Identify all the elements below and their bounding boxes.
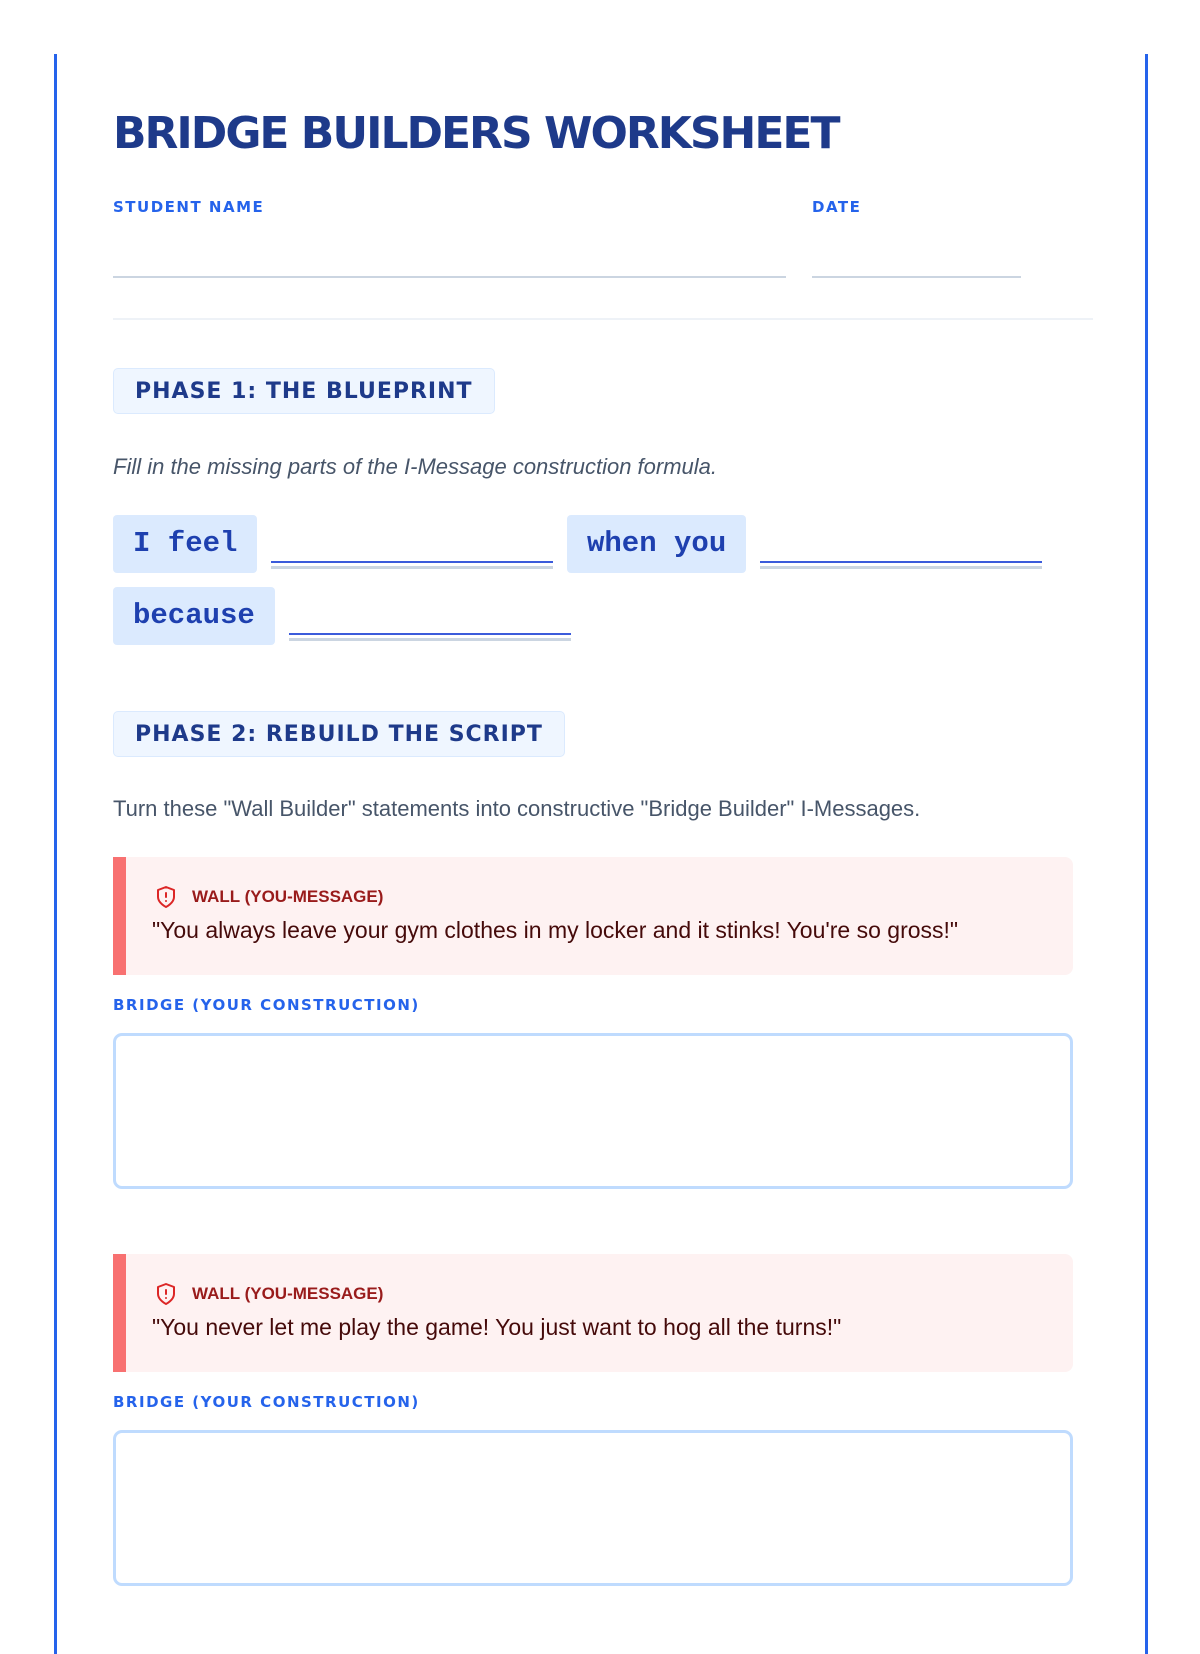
student-name-label: STUDENT NAME — [113, 198, 265, 216]
bridge-label: BRIDGE (YOUR CONSTRUCTION) — [113, 1393, 420, 1411]
date-label: DATE — [812, 198, 862, 216]
shield-alert-icon — [154, 885, 178, 909]
phase-2-heading: PHASE 2: REBUILD THE SCRIPT — [113, 711, 565, 757]
formula-chip-i-feel: I feel — [113, 515, 257, 573]
bridge-label: BRIDGE (YOUR CONSTRUCTION) — [113, 996, 420, 1014]
date-field[interactable] — [812, 276, 1021, 278]
header-divider — [113, 318, 1093, 320]
shield-alert-icon — [154, 1282, 178, 1306]
formula-chip-because: because — [113, 587, 275, 645]
wall-statement-card — [113, 1254, 1073, 1372]
page-title: BRIDGE BUILDERS WORKSHEET — [113, 108, 839, 159]
wall-quote: "You never let me play the game! You just want to hog all the turns!" — [152, 1314, 842, 1340]
wall-header — [154, 885, 383, 909]
bridge-answer-input[interactable] — [113, 1033, 1073, 1189]
phase-1-instruction: Fill in the missing parts of the I-Message construction formula. — [113, 454, 718, 479]
formula-chip-when-you: when you — [567, 515, 746, 573]
wall-quote: "You always leave your gym clothes in my locker and it stinks! You're so gross!" — [152, 917, 959, 943]
student-name-field[interactable] — [113, 276, 786, 278]
worksheet-page — [54, 54, 1148, 1654]
wall-header — [154, 1282, 383, 1306]
bridge-answer-input[interactable] — [113, 1430, 1073, 1586]
formula-blank-reason[interactable] — [289, 589, 571, 641]
wall-label: WALL (YOU-MESSAGE) — [192, 1284, 384, 1303]
formula-blank-feeling[interactable] — [271, 517, 553, 569]
phase-2-instruction: Turn these "Wall Builder" statements into constructive "Bridge Builder" I-Messages. — [113, 796, 921, 821]
wall-statement-card — [113, 857, 1073, 975]
wall-label: WALL (YOU-MESSAGE) — [192, 887, 384, 906]
phase-1-heading: PHASE 1: THE BLUEPRINT — [113, 368, 495, 414]
formula-blank-behavior[interactable] — [760, 517, 1042, 569]
